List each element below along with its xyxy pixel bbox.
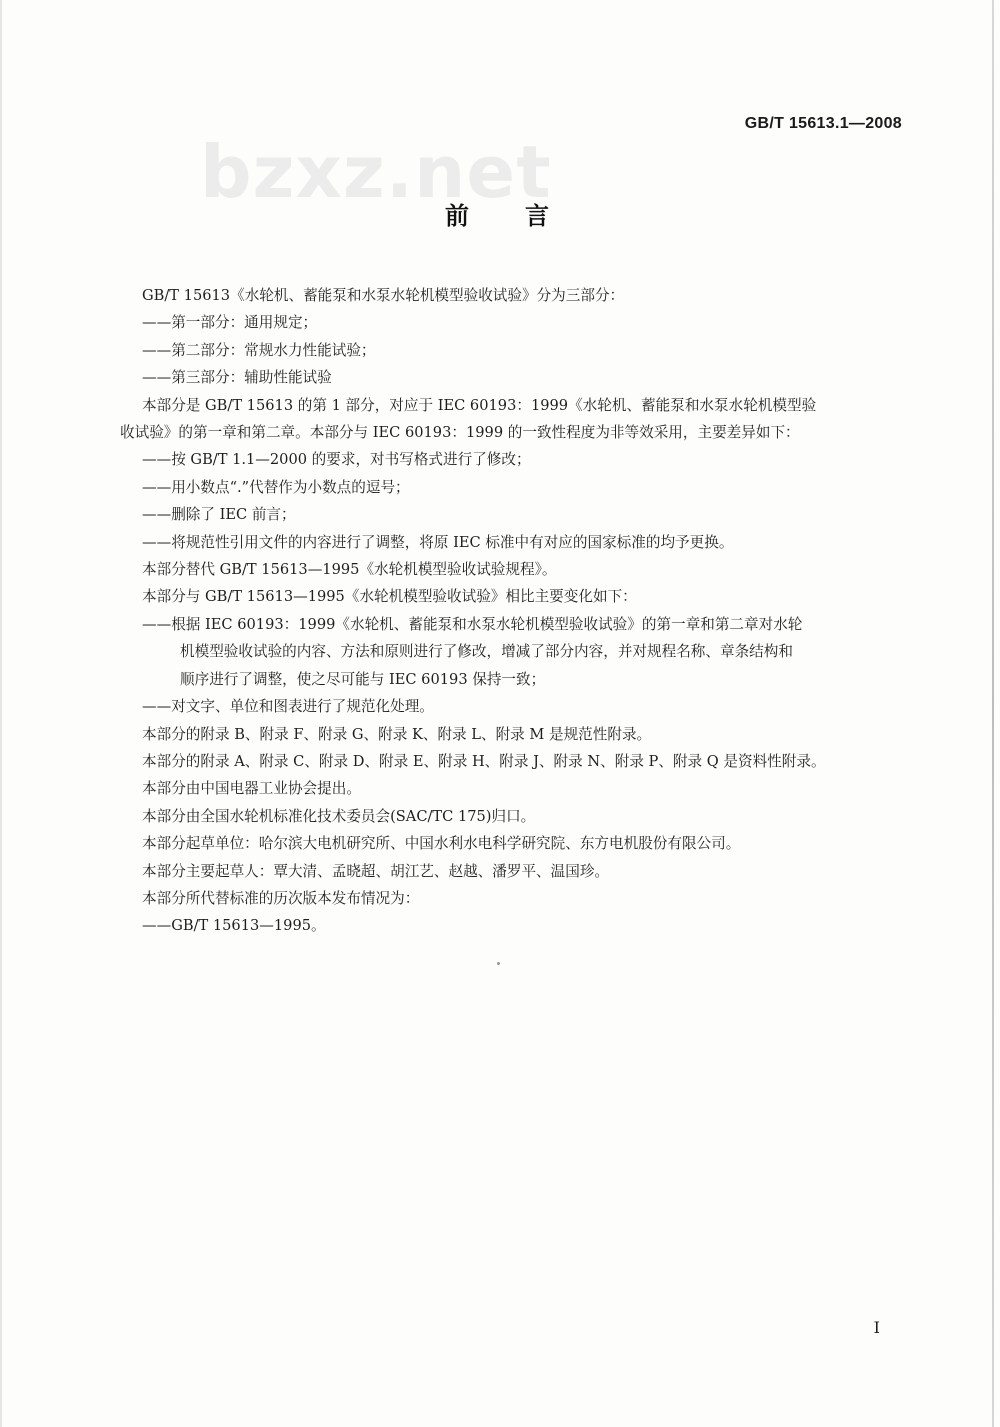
- list-item: ——第一部分：通用规定；: [142, 314, 318, 332]
- paragraph-line: 收试验》的第一章和第二章。本部分与 IEC 60193：1999 的一致性程度为非等效采用，主要差异如下：: [120, 424, 800, 442]
- paragraph-line: 本部分所代替标准的历次版本发布情况为：: [142, 889, 420, 907]
- paragraph-line: 本部分起草单位：哈尔滨大电机研究所、中国水利水电科学研究院、东方电机股份有限公司。: [142, 835, 741, 853]
- paragraph-line: 本部分由全国水轮机标准化技术委员会(SAC/TC 175)归口。: [142, 807, 536, 825]
- list-item: ——删除了 IEC 前言；: [142, 506, 296, 524]
- paragraph-line: 本部分是 GB/T 15613 的第 1 部分，对应于 IEC 60193：1999《水轮机、蓄能泵和水泵水轮机模型验: [142, 396, 817, 414]
- standard-code: GB/T 15613.1—2008: [744, 115, 902, 132]
- foreword-body: [120, 282, 910, 940]
- scan-speck: [497, 962, 500, 965]
- list-item: ——将规范性引用文件的内容进行了调整，将原 IEC 标准中有对应的国家标准的均予更换。: [142, 533, 734, 551]
- paragraph-line: 本部分与 GB/T 15613—1995《水轮机模型验收试验》相比主要变化如下：: [142, 588, 637, 606]
- list-item: ——对文字、单位和图表进行了规范化处理。: [142, 698, 434, 716]
- page-heading: 前言: [445, 202, 605, 230]
- list-item: ——第三部分：辅助性能试验: [142, 369, 332, 387]
- page-number: I: [873, 1318, 880, 1337]
- list-item: ——第二部分：常规水力性能试验；: [142, 341, 376, 359]
- paragraph-line: 本部分的附录 A、附录 C、附录 D、附录 E、附录 H、附录 J、附录 N、附录 P、附录 Q 是资料性附录。: [142, 752, 826, 770]
- list-item-continuation: 机模型验收试验的内容、方法和原则进行了修改，增减了部分内容，并对规程名称、章条结构和: [180, 643, 793, 661]
- list-item-continuation: 顺序进行了调整，使之尽可能与 IEC 60193 保持一致；: [180, 670, 546, 688]
- list-item: ——按 GB/T 1.1—2000 的要求，对书写格式进行了修改；: [142, 451, 531, 469]
- paragraph-line: GB/T 15613《水轮机、蓄能泵和水泵水轮机模型验收试验》分为三部分：: [142, 287, 625, 304]
- paragraph-line: 本部分由中国电器工业协会提出。: [142, 780, 361, 798]
- list-item: ——用小数点“.”代替作为小数点的逗号；: [142, 478, 410, 496]
- paragraph-line: 本部分主要起草人：覃大清、孟晓超、胡江艺、赵越、潘罗平、温国珍。: [142, 862, 610, 880]
- list-item: ——根据 IEC 60193：1999《水轮机、蓄能泵和水泵水轮机模型验收试验》的第一章和第二章对水轮: [142, 615, 803, 633]
- list-item: ——GB/T 15613—1995。: [142, 917, 326, 935]
- paragraph-line: 本部分的附录 B、附录 F、附录 G、附录 K、附录 L、附录 M 是规范性附录。: [142, 725, 652, 743]
- paragraph-line: 本部分替代 GB/T 15613—1995《水轮机模型验收试验规程》。: [142, 561, 557, 579]
- watermark-logo: bzxz.net: [200, 130, 552, 214]
